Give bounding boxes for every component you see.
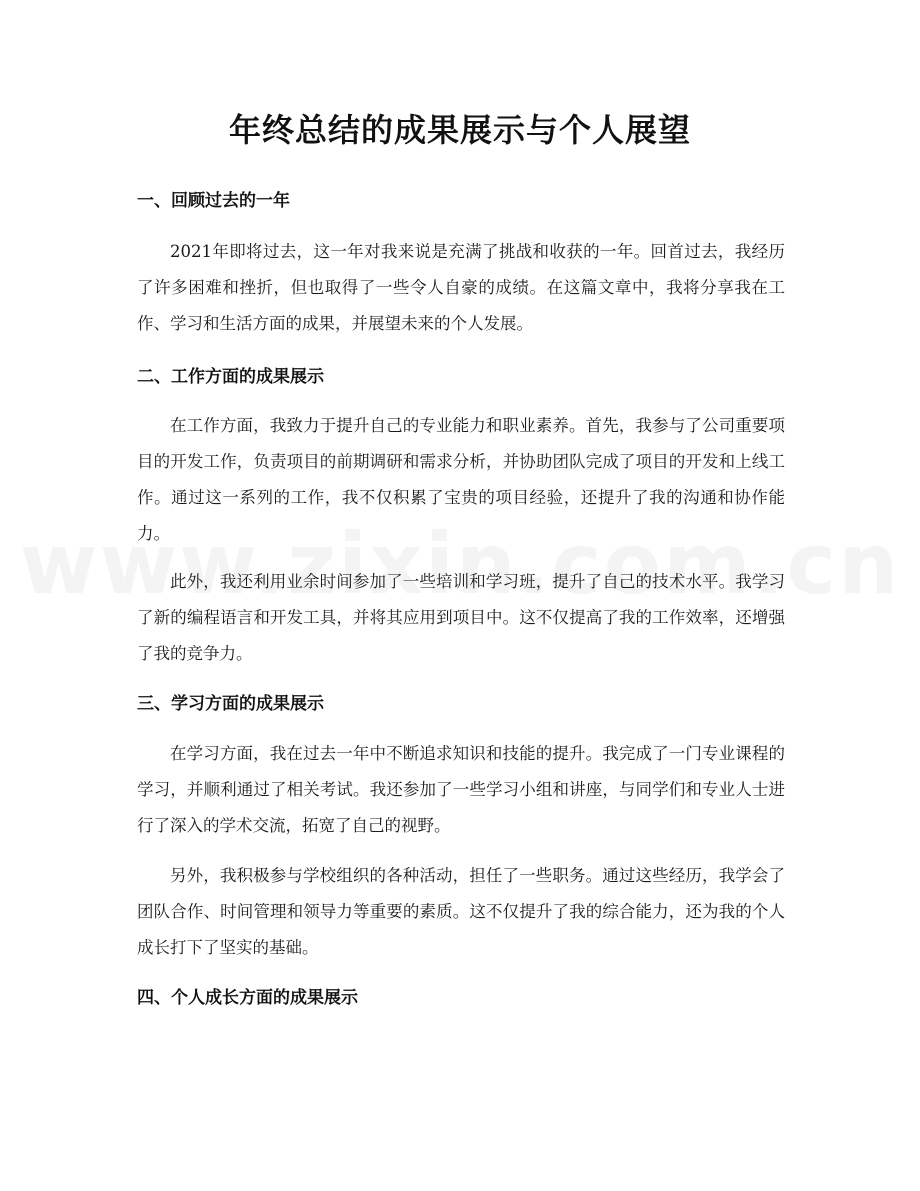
section-heading-review: 一、回顾过去的一年	[137, 191, 290, 211]
paragraph-study-2: 另外，我积极参与学校组织的各种活动，担任了一些职务。通过这些经历，我学会了团队合作、时间管理和领导力等重要的素质。这不仅提升了我的综合能力，还为我的个人成长打下了坚实的基础。	[137, 866, 785, 957]
paragraph-review: 2021年即将过去，这一年对我来说是充满了挑战和收获的一年。回首过去，我经历了许多困难和挫折，但也取得了一些令人自豪的成绩。在这篇文章中，我将分享我在工作、学习和生活方面的成果，并展望未来的个人发展。	[137, 242, 785, 333]
paragraph-study-1: 在学习方面，我在过去一年中不断追求知识和技能的提升。我完成了一门专业课程的学习，并顺利通过了相关考试。我还参加了一些学习小组和讲座，与同学们和专业人士进行了深入的学术交流，拓宽了自己的视野。	[137, 744, 785, 835]
document-title: 年终总结的成果展示与个人展望	[228, 111, 691, 149]
section-heading-study: 三、学习方面的成果展示	[137, 694, 324, 714]
section-heading-work: 二、工作方面的成果展示	[137, 367, 324, 387]
section-heading-growth: 四、个人成长方面的成果展示	[137, 988, 358, 1008]
paragraph-work-2: 此外，我还利用业余时间参加了一些培训和学习班，提升了自己的技术水平。我学习了新的编程语言和开发工具，并将其应用到项目中。这不仅提高了我的工作效率，还增强了我的竞争力。	[137, 572, 785, 663]
paragraph-work-1: 在工作方面，我致力于提升自己的专业能力和职业素养。首先，我参与了公司重要项目的开发工作，负责项目的前期调研和需求分析，并协助团队完成了项目的开发和上线工作。通过这一系列的工作，我不仅积累了宝贵的项目经验，还提升了我的沟通和协作能力。	[137, 416, 785, 543]
